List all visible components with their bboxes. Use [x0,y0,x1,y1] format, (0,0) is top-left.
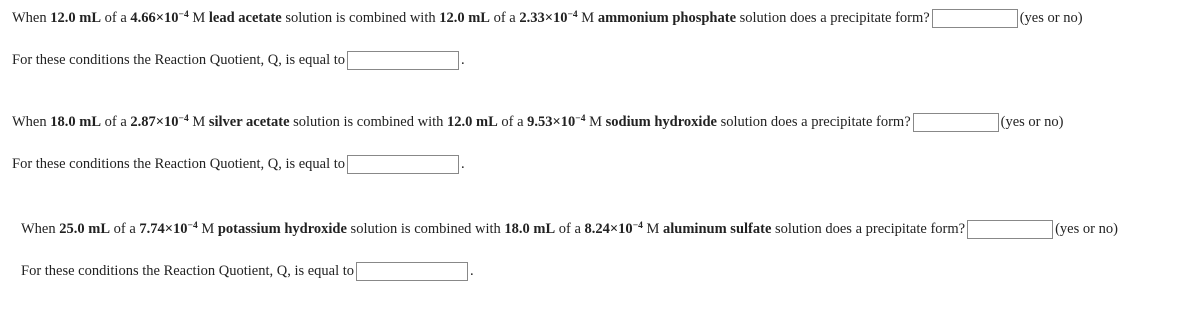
question-2-conc-1-exponent: −4 [178,113,189,124]
question-2-concentration-2 [527,114,585,130]
question-1-line [12,6,1083,30]
question-3-end: solution does a precipitate form? [771,220,966,237]
question-2-solute-2: sodium hydroxide [605,113,717,130]
question-1-text [12,10,930,27]
question-3-unit-2: M [642,220,664,237]
question-3-conc-2-mantissa: 8.24×10 [584,220,633,237]
q-period-3: . [470,262,474,279]
question-3-unit-1: M [197,220,218,237]
reaction-quotient-input-3[interactable] [356,262,468,281]
precipitate-answer-input-3[interactable] [967,220,1053,239]
question-1-conc-2-mantissa: 2.33×10 [519,9,568,26]
q-line-1 [12,48,465,72]
question-1-conc-1-exponent: −4 [178,9,189,20]
precipitate-answer-input-1[interactable] [932,9,1018,28]
question-3-combined-text: solution is combined with [346,220,505,237]
question-2-line [12,110,1063,134]
question-3-concentration-1 [139,221,197,237]
question-1-conc-1-mantissa: 4.66×10 [130,9,179,26]
question-2-of-a-1: of a [101,113,131,130]
question-1-of-a-1: of a [101,9,131,26]
question-3-of-a-2: of a [555,220,585,237]
question-1-volume-1: 12.0 mL [50,9,101,26]
question-1-volume-2: 12.0 mL [439,9,490,26]
yes-no-hint-3: (yes or no) [1055,220,1118,237]
question-3-text [21,221,965,238]
question-3-conc-1-exponent: −4 [187,220,198,231]
question-1-concentration-1 [130,10,188,26]
question-2-conc-1-mantissa: 2.87×10 [130,113,179,130]
yes-no-hint-2: (yes or no) [1000,113,1064,130]
q-period-1: . [461,51,465,68]
question-2-volume-2: 12.0 mL [447,113,498,130]
question-2-volume-1: 18.0 mL [50,113,101,130]
question-3-conc-1-mantissa: 7.74×10 [139,220,188,237]
question-1-concentration-2 [519,10,577,26]
question-3-of-a-1: of a [110,220,140,237]
question-3-conc-2-exponent: −4 [632,220,643,231]
question-2-unit-2: M [585,113,606,130]
question-2-end: solution does a precipitate form? [716,113,911,130]
question-1-unit-2: M [577,9,598,26]
reaction-quotient-input-2[interactable] [347,155,459,174]
question-2-combined-text: solution is combined with [289,113,447,130]
yes-no-hint-1: (yes or no) [1019,9,1083,26]
question-1-conc-2-exponent: −4 [567,9,578,20]
q-line-3 [21,259,474,283]
q-label-3: For these conditions the Reaction Quotient, Q, is equal to [21,262,355,279]
reaction-quotient-input-1[interactable] [347,51,459,70]
question-2-unit-1: M [188,113,209,130]
question-1-end: solution does a precipitate form? [736,9,930,26]
question-1-solute-1: lead acetate [208,9,282,26]
question-3-solute-1: potassium hydroxide [217,220,347,237]
q-line-2 [12,152,465,176]
question-3-volume-1: 25.0 mL [59,220,110,237]
question-3-solute-2: aluminum sulfate [663,220,772,237]
question-3-prefix: When [21,220,60,237]
question-2-prefix: When [12,113,51,130]
question-1-prefix: When [12,9,51,26]
question-1-solute-2: ammonium phosphate [597,9,737,26]
question-3-concentration-2 [585,221,643,237]
question-3-line [21,217,1118,241]
question-2-text [12,114,911,131]
question-2-solute-1: silver acetate [208,113,290,130]
question-1-unit-1: M [188,9,209,26]
question-2-concentration-1 [130,114,188,130]
question-1-of-a-2: of a [489,9,520,26]
question-2-of-a-2: of a [497,113,528,130]
precipitate-answer-input-2[interactable] [913,113,999,132]
q-label-1: For these conditions the Reaction Quotient, Q, is equal to [12,51,346,68]
question-1-combined-text: solution is combined with [281,9,440,26]
question-2-conc-2-exponent: −4 [575,113,586,124]
q-label-2: For these conditions the Reaction Quotient, Q, is equal to [12,155,346,172]
question-2-conc-2-mantissa: 9.53×10 [527,113,576,130]
q-period-2: . [461,155,465,172]
question-3-volume-2: 18.0 mL [504,220,556,237]
